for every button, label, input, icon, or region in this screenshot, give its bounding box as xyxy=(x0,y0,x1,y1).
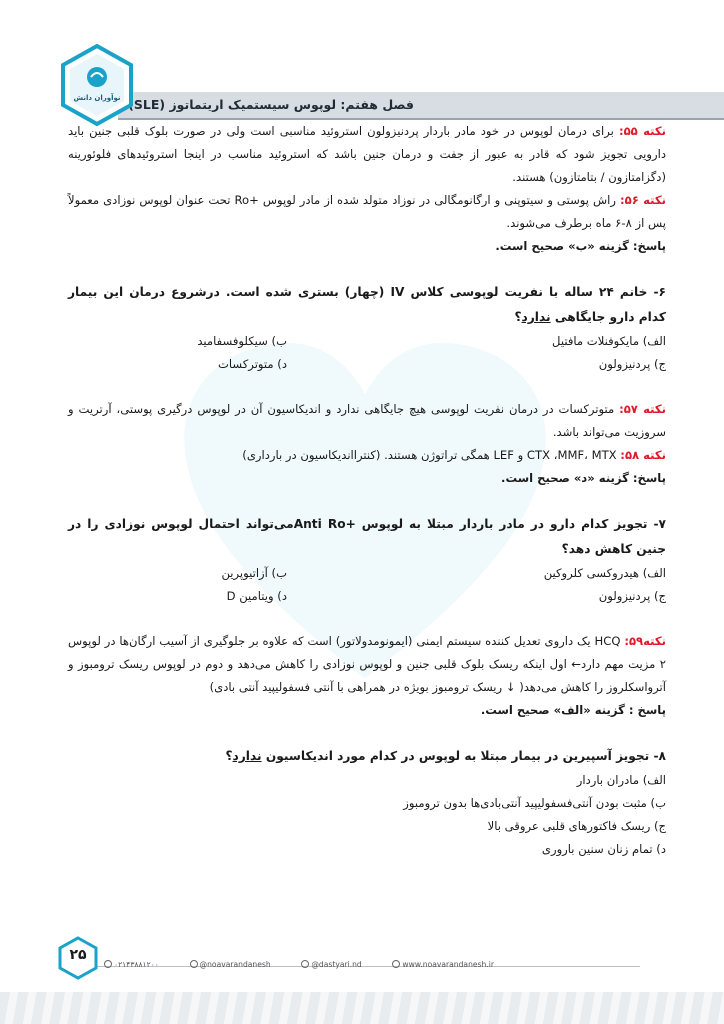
option-c: ج) پردنیزولون xyxy=(598,357,666,371)
footer-contacts xyxy=(104,956,494,972)
note-label: نکته ۵۸: xyxy=(620,448,666,462)
note-text: HCQ یک داروی تعدیل کننده سیستم ایمنی (ایمونومدولاتور) است که علاوه بر جلوگیری از آسیب ارگان‌ها در لوپوس ۲ مزیت مهم دارد← اول اینکه ریسک بلوک قلبی جنین و لوپوس نوزادی را کاهش می‌دهد و دوم در لوپوس ریسک ترومبوز و آترواسکلروز را کاهش می‌دهد( ↓ ریسک ترومبوز بویژه در همراهی با آنتی فسفولیپید آنتی بادی) xyxy=(68,634,666,694)
note-label: نکته ۵۶: xyxy=(619,193,666,207)
globe-icon xyxy=(392,960,400,968)
option-d: د) تمام زنان سنین باروری xyxy=(541,842,666,856)
footer-phone: ۰۲۱۴۳۸۸۱۲۰۰ xyxy=(104,960,159,969)
decorative-bottom-strip xyxy=(0,992,724,1024)
option-b: ب) مثبت بودن آنتی‌فسفولیپید آنتی‌بادی‌ها بدون ترومبوز xyxy=(403,796,666,810)
option-a: الف) هیدروکسی کلروکین xyxy=(543,566,666,580)
answer-line: پاسخ: گزینه «ب» صحیح است. xyxy=(495,239,666,253)
note-55 xyxy=(68,120,666,189)
phone-icon xyxy=(104,960,112,968)
telegram-icon xyxy=(301,960,309,968)
note-label: نکته ۵۵: xyxy=(618,124,667,138)
options-row xyxy=(68,353,666,376)
option-d: د) ویتامین D xyxy=(226,589,287,603)
note-59 xyxy=(68,630,666,699)
option-b: ب) آزاتیوپرین xyxy=(221,566,287,580)
logo-text: نوآوران دانش xyxy=(73,94,121,102)
question-6 xyxy=(68,280,666,330)
question-text: ۸- تجویز آسپیرین در بیمار مبتلا به لوپوس در کدام مورد اندیکاسیون xyxy=(265,749,666,763)
option-a: الف) مایکوفنلات مافتیل xyxy=(552,334,666,348)
option-b: ب) سیکلوفسفامید xyxy=(197,334,287,348)
note-label: نکته۵۹: xyxy=(624,634,666,648)
note-57 xyxy=(68,398,666,444)
question-end: ؟ xyxy=(514,310,522,324)
question-8 xyxy=(68,744,666,769)
note-58 xyxy=(68,444,666,467)
footer-instagram[interactable]: @noavarandanesh xyxy=(190,960,271,969)
note-text: برای درمان لوپوس در خود مادر باردار پردنیزولون استروئید مناسبی است ولی در صورت بلوک قلبی جنین باید دارویی تجویز شود که قادر به عبور از جفت و درمان جنین باشد که استروئید مناسب در اینجا استروئیدهای فلوئورینه (دگزامتازون / بتامتازون) هستند. xyxy=(68,124,666,184)
option-d: د) متوترکسات xyxy=(217,357,287,371)
question-7: ۷- تجویز کدام دارو در مادر باردار مبتلا به لوپوس +Anti Roمی‌تواند احتمال لوپوس نوزادی را در جنین کاهش دهد؟ xyxy=(68,517,666,556)
footer-telegram[interactable]: @dastyari.nd xyxy=(301,960,361,969)
question-emphasis: ندارد xyxy=(521,310,551,324)
answer-line: پاسخ: گزینه «د» صحیح است. xyxy=(501,471,666,485)
note-56 xyxy=(68,189,666,235)
answer-line: پاسخ : گزینه «الف» صحیح است. xyxy=(480,703,666,717)
question-end: ؟ xyxy=(225,749,233,763)
option-c: ج) پردنیزولون xyxy=(598,589,666,603)
chapter-title: فصل هفتم: لوپوس سیستمیک اریتماتوز (SLE xyxy=(133,97,414,112)
publisher-logo xyxy=(60,44,134,126)
options-row xyxy=(68,585,666,608)
options-row xyxy=(68,330,666,353)
note-text: متوترکسات در درمان نفریت لوپوسی هیچ جایگاهی ندارد و اندیکاسیون آن در لوپوس درگیری پوستی، آرتریت و سروزیت می‌تواند باشد. xyxy=(68,402,666,439)
note-text: CTX ،MMF، MTX و LEF همگی تراتوژن هستند. (کنترااندیکاسیون در بارداری) xyxy=(242,448,617,462)
note-text: راش پوستی و سیتوپنی و ارگانومگالی در نوزاد متولد شده از مادر لوپوس +Ro تحت عنوان لوپوس نوزادی معمولاً پس از ۸-۶ ماه برطرف می‌شوند. xyxy=(68,193,666,230)
instagram-icon xyxy=(190,960,198,968)
option-a: الف) مادران باردار xyxy=(576,773,666,787)
options-row xyxy=(68,562,666,585)
question-text: ۶- خانم ۲۴ ساله با نفریت لوپوسی کلاس IV (چهار) بستری شده است. درشروع درمان این بیمار کدام دارو جایگاهی xyxy=(68,285,666,324)
option-c: ج) ریسک فاکتورهای قلبی عروقی بالا xyxy=(487,819,666,833)
page-content xyxy=(68,120,666,861)
page-number: ۲۵ xyxy=(69,947,87,963)
footer-website[interactable]: www.noavarandanesh.ir xyxy=(392,960,494,969)
note-label: نکته ۵۷: xyxy=(619,402,666,416)
question-emphasis: ندارد xyxy=(232,749,262,763)
